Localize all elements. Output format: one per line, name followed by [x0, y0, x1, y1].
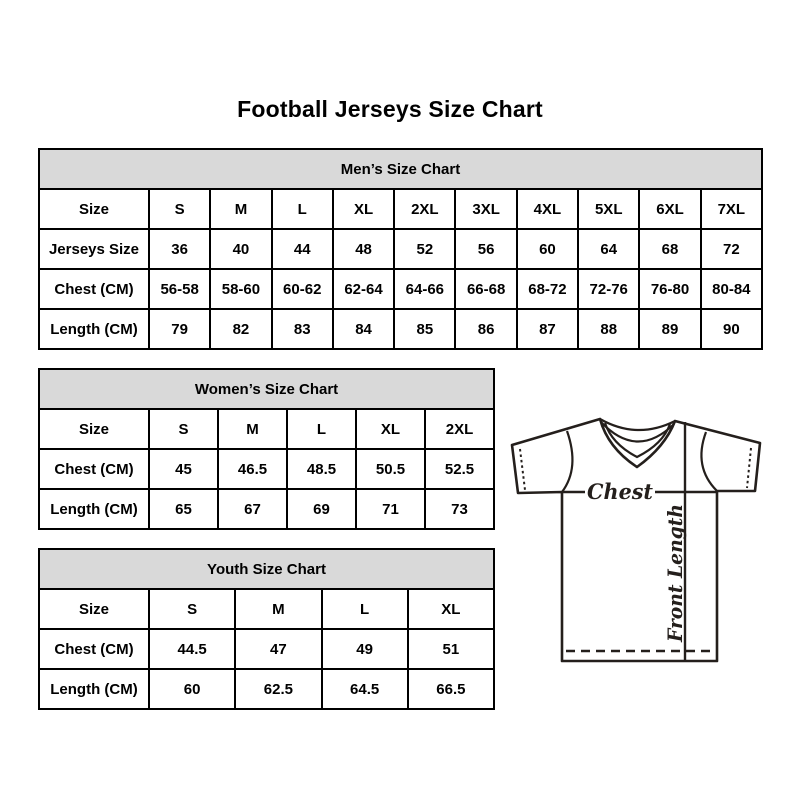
value-cell: 56	[455, 229, 516, 269]
size-column-header: L	[287, 409, 356, 449]
row-label-cell: Length (CM)	[39, 489, 149, 529]
size-column-header: 2XL	[425, 409, 494, 449]
value-cell: 64.5	[322, 669, 408, 709]
row-label-cell: Chest (CM)	[39, 269, 149, 309]
value-cell: 87	[517, 309, 578, 349]
row-label-cell: Chest (CM)	[39, 449, 149, 489]
table-title: Women’s Size Chart	[39, 369, 494, 409]
value-cell: 47	[235, 629, 321, 669]
size-column-header: 3XL	[455, 189, 516, 229]
value-cell: 83	[272, 309, 333, 349]
value-cell: 51	[408, 629, 494, 669]
value-cell: 90	[701, 309, 762, 349]
value-cell: 46.5	[218, 449, 287, 489]
value-cell: 40	[210, 229, 271, 269]
value-cell: 60	[149, 669, 235, 709]
value-cell: 67	[218, 489, 287, 529]
corner-header-cell: Size	[39, 409, 149, 449]
size-column-header: S	[149, 189, 210, 229]
table-title: Youth Size Chart	[39, 549, 494, 589]
value-cell: 56-58	[149, 269, 210, 309]
size-column-header: S	[149, 589, 235, 629]
value-cell: 73	[425, 489, 494, 529]
value-cell: 64	[578, 229, 639, 269]
value-cell: 50.5	[356, 449, 425, 489]
value-cell: 44	[272, 229, 333, 269]
value-cell: 60	[517, 229, 578, 269]
value-cell: 58-60	[210, 269, 271, 309]
value-cell: 86	[455, 309, 516, 349]
value-cell: 89	[639, 309, 700, 349]
womens-size-table	[38, 368, 495, 530]
size-column-header: L	[322, 589, 408, 629]
size-column-header: M	[210, 189, 271, 229]
size-column-header: 2XL	[394, 189, 455, 229]
value-cell: 45	[149, 449, 218, 489]
size-column-header: 4XL	[517, 189, 578, 229]
value-cell: 71	[356, 489, 425, 529]
size-column-header: M	[235, 589, 321, 629]
value-cell: 65	[149, 489, 218, 529]
row-label-cell: Length (CM)	[39, 309, 149, 349]
value-cell: 66.5	[408, 669, 494, 709]
value-cell: 68	[639, 229, 700, 269]
value-cell: 60-62	[272, 269, 333, 309]
row-label-cell: Chest (CM)	[39, 629, 149, 669]
page-title: Football Jerseys Size Chart	[237, 96, 543, 122]
value-cell: 79	[149, 309, 210, 349]
row-label-cell: Length (CM)	[39, 669, 149, 709]
mens-size-table	[38, 148, 763, 350]
value-cell: 88	[578, 309, 639, 349]
corner-header-cell: Size	[39, 589, 149, 629]
table-title: Men’s Size Chart	[39, 149, 762, 189]
corner-header-cell: Size	[39, 189, 149, 229]
value-cell: 66-68	[455, 269, 516, 309]
value-cell: 62.5	[235, 669, 321, 709]
value-cell: 80-84	[701, 269, 762, 309]
size-column-header: XL	[333, 189, 394, 229]
value-cell: 44.5	[149, 629, 235, 669]
size-column-header: 7XL	[701, 189, 762, 229]
value-cell: 52	[394, 229, 455, 269]
value-cell: 84	[333, 309, 394, 349]
value-cell: 48.5	[287, 449, 356, 489]
value-cell: 69	[287, 489, 356, 529]
value-cell: 76-80	[639, 269, 700, 309]
collar-back-arc	[600, 419, 675, 430]
value-cell: 48	[333, 229, 394, 269]
row-label-cell: Jerseys Size	[39, 229, 149, 269]
value-cell: 49	[322, 629, 408, 669]
value-cell: 52.5	[425, 449, 494, 489]
value-cell: 82	[210, 309, 271, 349]
jersey-diagram	[505, 410, 770, 668]
front-length-label: Front Length	[663, 494, 687, 642]
size-column-header: 6XL	[639, 189, 700, 229]
size-column-header: XL	[408, 589, 494, 629]
size-column-header: 5XL	[578, 189, 639, 229]
size-column-header: XL	[356, 409, 425, 449]
youth-size-table	[38, 548, 495, 710]
size-column-header: L	[272, 189, 333, 229]
value-cell: 36	[149, 229, 210, 269]
chest-label: Chest	[587, 479, 654, 504]
value-cell: 72-76	[578, 269, 639, 309]
size-column-header: S	[149, 409, 218, 449]
value-cell: 72	[701, 229, 762, 269]
value-cell: 62-64	[333, 269, 394, 309]
value-cell: 64-66	[394, 269, 455, 309]
size-column-header: M	[218, 409, 287, 449]
value-cell: 68-72	[517, 269, 578, 309]
value-cell: 85	[394, 309, 455, 349]
